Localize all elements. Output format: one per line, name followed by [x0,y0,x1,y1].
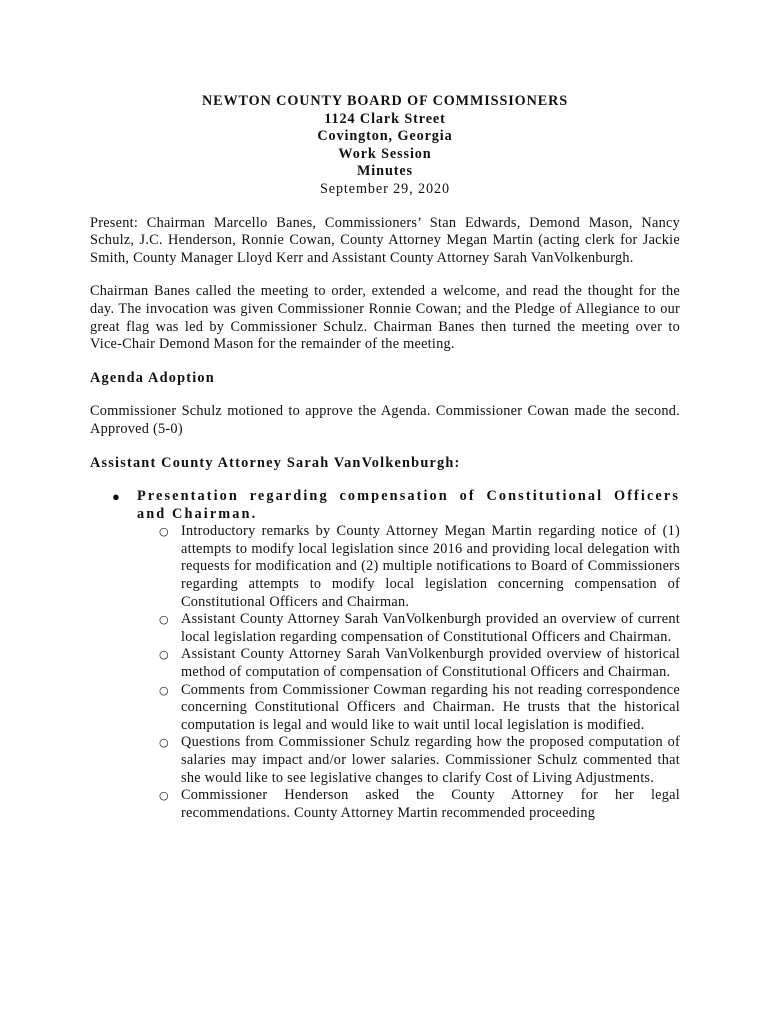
bullet-icon: ● [112,489,120,505]
sub-item-text: Assistant County Attorney Sarah VanVolkenburgh provided an overview of current local legislation regarding compensation of Constitutional Officers and Chairman. [181,611,680,645]
sub-item-text: Questions from Commissioner Schulz regarding how the proposed computation of salaries may impact and/or lower salaries. Commissioner Schulz commented that she would like to see legislative changes to clarify Cost of Living Adjustments. [181,734,680,786]
document-type: Minutes [357,163,413,180]
circle-bullet-icon: ○ [159,736,169,750]
sub-list-item [137,734,680,787]
list-item [90,488,680,822]
bullet-title: Presentation regarding compensation of Constitutional Officers and Chairman. [137,488,680,522]
section-heading: Assistant County Attorney Sarah VanVolkenburgh: [90,454,461,471]
document-header [90,93,680,199]
sub-list-item [137,787,680,822]
call-to-order-paragraph: Chairman Banes called the meeting to order, extended a welcome, and read the thought for the day. The invocation was given Commissioner Ronnie Cowan; and the Pledge of Allegiance to our great flag was led by Commissioner Schulz. Chairman Banes then turned the meeting over to Vice-Chair Demond Mason for the remainder of the meeting. [90,283,680,353]
sub-list-item [137,523,680,611]
agenda-paragraph: Commissioner Schulz motioned to approve the Agenda. Commissioner Cowan made the second. Approved (5-0) [90,403,680,437]
sub-item-text: Comments from Commissioner Cowman regarding his not reading correspondence concerning Constitutional Officers and Chairman. He trusts that the historical computation is legal and would like to wait until local legislation is modified. [181,681,680,733]
circle-bullet-icon: ○ [159,648,169,662]
bullet-list [90,488,680,822]
sub-list-item [137,646,680,681]
sub-item-text: Commissioner Henderson asked the County Attorney for her legal recommendations. County Attorney Martin recommended proceeding [181,787,680,821]
sub-item-text: Assistant County Attorney Sarah VanVolkenburgh provided overview of historical method of computation of compensation of Constitutional Officers and Chairman. [181,646,680,681]
document-page [90,93,680,822]
meeting-date: September 29, 2020 [319,180,451,197]
agenda-heading: Agenda Adoption [90,369,215,386]
sub-list [137,523,680,822]
street-address: 1124 Clark Street [324,110,446,127]
org-name: NEWTON COUNTY BOARD OF COMMISSIONERS [201,93,569,109]
attendance-paragraph: Present: Chairman Marcello Banes, Commissioners’ Stan Edwards, Demond Mason, Nancy Schulz, J.C. Henderson, Ronnie Cowan, County Attorney Megan Martin (acting clerk for Jackie Smith, County Manager Lloyd Kerr and Assistant County Attorney Sarah VanVolkenburgh. [90,214,680,266]
sub-item-text: Introductory remarks by County Attorney Megan Martin regarding notice of (1) attempts to modify local legislation since 2016 and providing local delegation with requests for modification and (2) multiple notifications to Board of Commissioners regarding attempts to modify local legislation concerning compensation of Constitutional Officers and Chairman. [181,523,680,610]
session-type: Work Session [338,145,432,162]
circle-bullet-icon: ○ [159,789,169,803]
sub-list-item [137,611,680,646]
circle-bullet-icon: ○ [159,683,169,697]
circle-bullet-icon: ○ [159,525,169,539]
circle-bullet-icon: ○ [159,613,169,627]
sub-list-item [137,682,680,735]
city-state: Covington, Georgia [317,128,453,145]
